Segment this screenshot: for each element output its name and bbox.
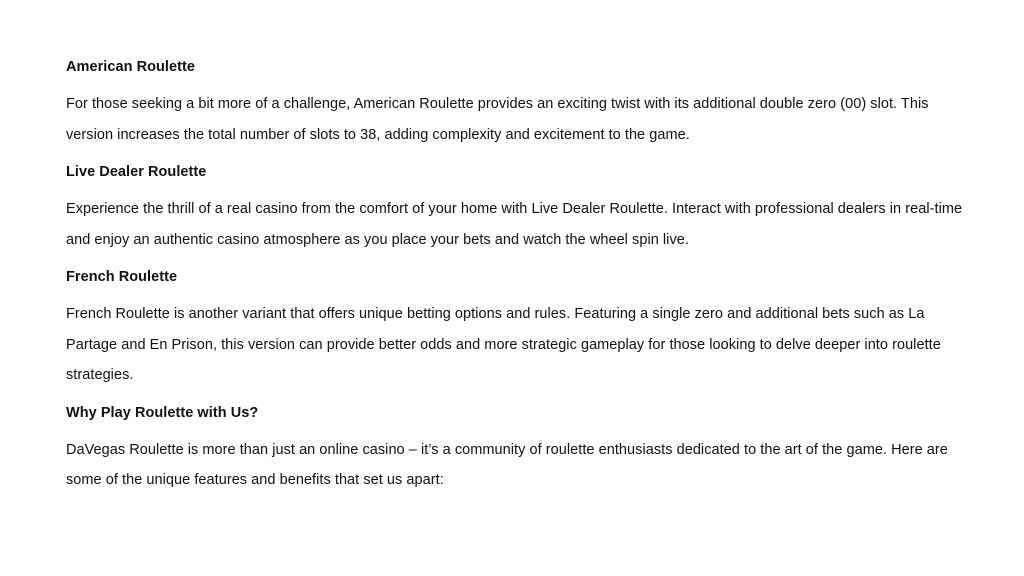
- section-heading-why-play: Why Play Roulette with Us?: [66, 404, 259, 421]
- section-heading-american-roulette: American Roulette: [66, 59, 195, 75]
- section-heading-french-roulette: French Roulette: [66, 269, 178, 285]
- section-paragraph-why-play: DaVegas Roulette is more than just an online casino – it’s a community of roulette enthusiasts dedicated to the art of the game. Here are some of the unique features and benefits that set us apart:: [66, 441, 948, 488]
- section-heading-live-dealer-roulette: Live Dealer Roulette: [66, 164, 207, 180]
- section-paragraph-american-roulette: For those seeking a bit more of a challenge, American Roulette provides an exciting twist with its additional double zero (00) slot. This version increases the total number of slots to 38, adding complexity and excitement to the game.: [66, 96, 929, 143]
- section-paragraph-french-roulette: French Roulette is another variant that offers unique betting options and rules. Featuring a single zero and additional bets such as La Partage and En Prison, this version can provide better odds and more strategic gameplay for those looking to delve deeper into roulette strategies.: [66, 306, 941, 383]
- section-paragraph-live-dealer-roulette: Experience the thrill of a real casino from the comfort of your home with Live Dealer Roulette. Interact with professional dealers in real-time and enjoy an authentic casino atmosphere as you place your bets and watch the wheel spin live.: [66, 201, 963, 248]
